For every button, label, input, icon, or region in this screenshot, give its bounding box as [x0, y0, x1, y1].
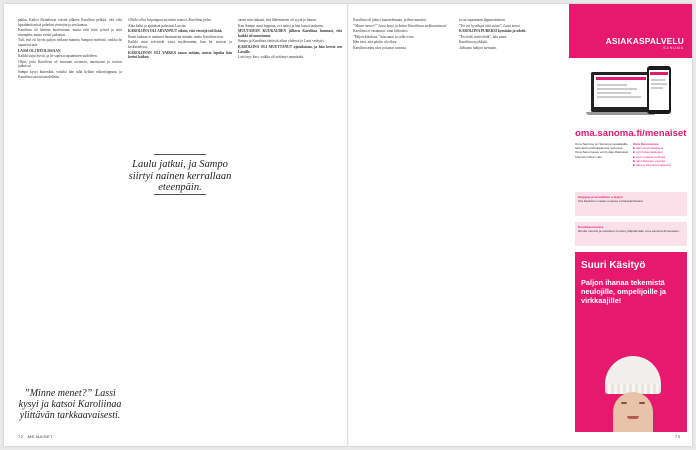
paragraph: KAROLIINAN OLI VAIKEA sanoa mitään, mutta lopulta hän kertoi kaiken.	[128, 50, 232, 60]
paragraph: Julkaistu lukijan tarinana.	[459, 45, 498, 50]
brand-name: SANOMA	[663, 46, 684, 50]
page-folio	[18, 434, 53, 439]
address-change-box	[575, 222, 687, 246]
list-heading: Oma Sanomassa:	[633, 142, 659, 146]
paragraph: ”En voi hyväksyä tätä asiaa”, Lassi sanoi.	[459, 23, 521, 28]
paragraph: ja sai tapaamaan lipputoimiston.	[459, 18, 506, 22]
paragraph: MUUTAMAN KUUKAUDEN jälkeen Karoliina huomasi, että kaikki oli muuttunut.	[238, 29, 342, 38]
magazine-spread	[4, 4, 692, 446]
promo-title: Suuri Käsityö	[581, 260, 646, 271]
laptop-icon	[591, 72, 651, 112]
paragraph: Lassi nyy kesi, vaikka oli yrittänyt ymmärtää.	[238, 55, 304, 60]
ad-intro: Oma Sanoma on Sanoman asiakkaille tarkoitettu palvelukanava verkossa. Oma Sanomassa voit hoitaa tilauksiasi helposti milloin vain.	[575, 142, 629, 159]
customer-service-ad	[569, 4, 692, 446]
paragraph: Karoliina nyykkiää.	[459, 40, 488, 45]
paragraph: Karoliina ei vastannut, vaan lähti ulos.	[353, 29, 409, 34]
list-item: ■ näet omat tilauksesi	[633, 146, 664, 151]
phone-icon	[647, 66, 671, 114]
box-title: Osoitteenmuutos	[578, 225, 604, 229]
model-face	[613, 392, 653, 432]
paragraph: Ensin kukaan ei tuntunut huomaavan mitään, mutta Karoliina tiesi.	[128, 34, 225, 39]
paragraph: Tuli, että oli hyvin paljon vaikeaa mainita Sampon mielestä, vaikka he tapasivat taas.	[18, 38, 122, 47]
paragraph: KAROLIINA PUREKSI kynsiään ja odotti.	[459, 29, 527, 34]
article-column-2	[128, 18, 232, 438]
paragraph: Sampo kysyi kuitenkin, voisiko hän tulla kylään viikonloppuna, ja Karoliina suostui mielellään.	[18, 69, 122, 79]
paragraph: Kun Sampo astui loppuun, ovi narisi ja hän katsoi taakseen.	[238, 23, 324, 28]
paragraph: pakka. Kaikei flirttailevat viestiä jälkeen Karoliina pelkäsi, että olisi lipsahäntä mistä puhelun viestejän ja sen kanssa.	[18, 18, 122, 27]
paragraph: Aika kului ja ajatukset palasivat Lassiin.	[128, 23, 187, 28]
list-item: ■ voit muuttaa osoitetta	[633, 154, 666, 159]
pull-quote-rule	[154, 194, 206, 195]
paragraph: Karoliina oli hieman huolestunut, mutta rätti kiire työssä ja siitä eteenpäin, mutta viestit jatkuivat.	[18, 28, 122, 37]
paragraph: Karoliina oli jäänyt kuuntelemaan, ja ilme muuttui.	[353, 18, 427, 22]
promo-text: Paljon ihanaa tekemistä neulojille, ompelijoille ja virkkaajille!	[581, 278, 667, 305]
left-page	[4, 4, 347, 446]
list-item: ■ näet jo toteutetut laskuosi	[633, 163, 671, 168]
paragraph: ”Minne menet?” Lassi kysyi ja katsoi Karoliinaa tarkkaavaisesti.	[353, 23, 448, 28]
article-column-4	[353, 18, 451, 438]
paragraph: KAROLIINA OLI ARVANNUT oikein, että viestejä tuli lisää.	[128, 29, 223, 34]
list-item: ■ voit hoitaa laskujasi	[633, 150, 663, 155]
paragraph: ”Paljon kiitoksia,” hän sanoi ja sulki oven.	[353, 34, 415, 39]
list-item: ■ näet tilausten etuudet	[633, 158, 666, 163]
paragraph: vasen niin tiukasti, että lähtemiseen oli syytä jo kauan.	[238, 18, 317, 22]
pull-quote: Laulu jatkui, ja Sampo siirtyi nainen kerrallaan eteenpäin.	[128, 159, 232, 193]
ad-feature-list	[633, 142, 687, 167]
paragraph: Sampo ja Karoliina viettivät aikaa yhdessä ja Lassi vetäytyi.	[238, 39, 325, 44]
paragraph: Olisiko ollut helpompaa myöntää tunteet, Karoliina pohti.	[128, 18, 212, 22]
page-number: 72	[18, 434, 24, 439]
box-text: Ilmoita muutos ja osoitteen muutos ylläpitämään oma.sanoma.fi/menaiset.	[578, 229, 680, 234]
paragraph: Kaikki asiat selvisivät vasta myöhemmin, kun he istuivat ja keskustelivat.	[128, 40, 232, 49]
article-column-1	[18, 18, 122, 386]
section-lead: LASSI OLI HUOLISSAAN	[18, 48, 61, 53]
pull-quote: ”Minne menet?” Lassi kysyi ja katsoi Karoliinaa ylittävän tarkkaavaisesti.	[18, 388, 122, 421]
paragraph: KAROLIINA OLI MUUTTANUT ajatuksiaan, ja hän kertoi sen Lassille.	[238, 44, 342, 54]
paragraph: Hän tiesi, että päätös oli oikea.	[353, 40, 398, 45]
service-url[interactable]: oma.sanoma.fi/menaiset	[575, 128, 687, 139]
box-text: Ota käyttöön e-lasku omassa verkkopankissasi.	[578, 199, 644, 204]
paragraph: Karoliina astui ulos ja katsoi taivasta.	[353, 45, 407, 50]
paragraph: Kaikki sujui hyvin, ja he sopivat tapaamisen uudelleen.	[18, 54, 98, 59]
right-page	[349, 4, 692, 446]
page-number: 73	[675, 434, 681, 439]
craft-magazine-promo	[575, 252, 687, 432]
article-column-5	[459, 18, 559, 438]
devices-illustration	[591, 64, 673, 122]
box-title: Helppoa ja turvallinen e-lasku!	[578, 195, 623, 199]
e-invoice-box	[575, 192, 687, 216]
article-column-3	[238, 18, 342, 438]
paragraph: Ohjat, joita Karoliina oli tavannut aiemmin, muuttuivat ja tarinat jatkuivat.	[18, 59, 122, 69]
magazine-name: ME NAISET	[27, 434, 53, 439]
paragraph: ”En tiedä, mitä tehdä”, hän sanoi.	[459, 34, 508, 39]
pull-quote-rule	[154, 154, 206, 155]
ad-label: ASIAKASPALVELU	[605, 36, 684, 46]
ad-header-band	[569, 4, 692, 58]
knitted-hat-photo	[585, 356, 677, 432]
